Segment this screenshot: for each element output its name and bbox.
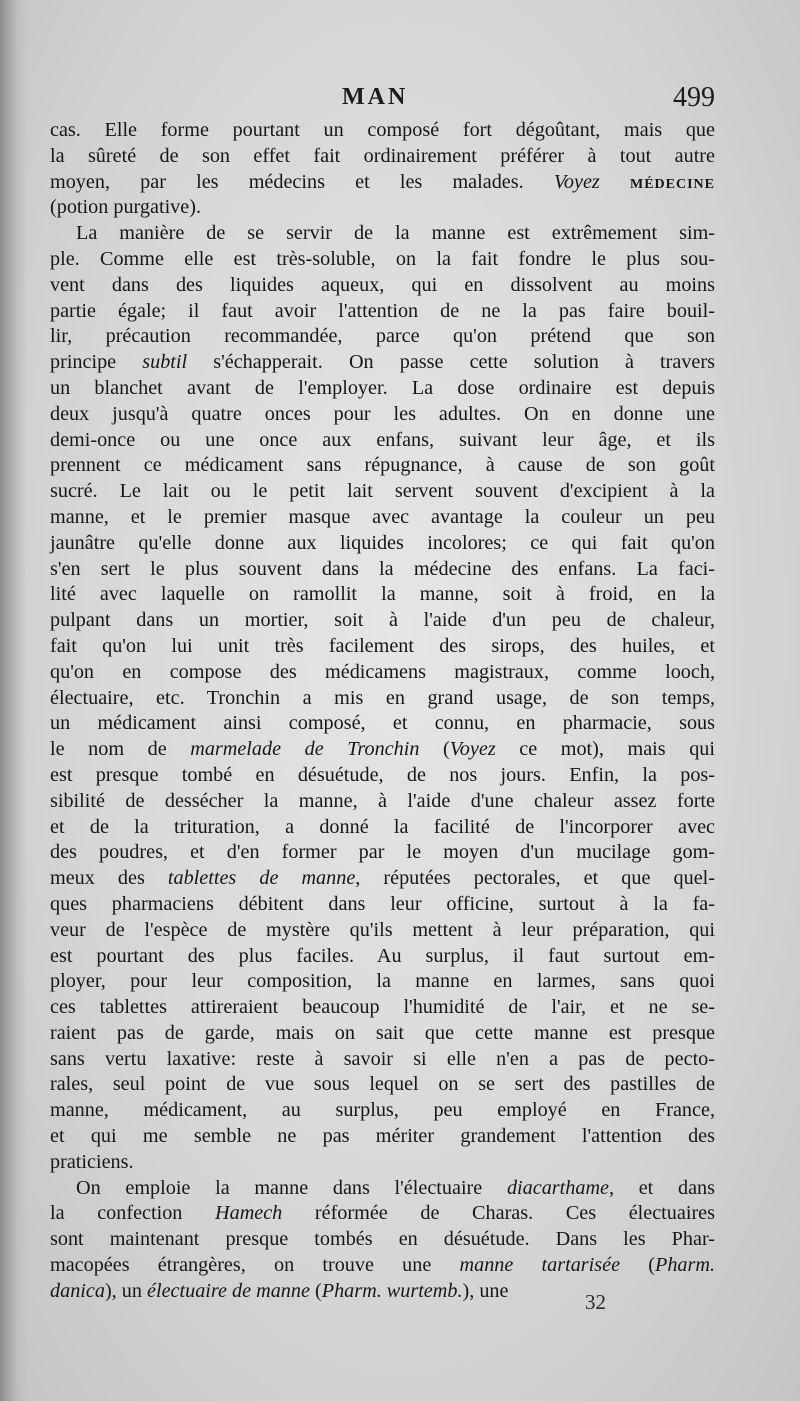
italic-text: diacarthame	[506, 1176, 609, 1199]
italic-text: Voyez	[553, 170, 600, 193]
italic-text: tablettes de manne	[167, 867, 356, 890]
text-line: et de la trituration, a donné la facilité de l'incorporer avec	[50, 815, 715, 838]
italic-text: danica	[50, 1279, 105, 1302]
text-line: sans vertu laxative: reste à savoir si elle n'en a pas de pecto-	[50, 1047, 715, 1070]
text-line: un médicament ainsi composé, et connu, en pharmacie, sous	[50, 712, 715, 735]
text-line: lité avec laquelle on ramollit la manne, soit à froid, en la	[50, 583, 715, 606]
text-line: principe subtil s'échapperait. On passe cette solution à travers	[50, 351, 715, 374]
page-number: 499	[673, 82, 715, 113]
text-line: deux jusqu'à quatre onces pour les adultes. On en donne une	[50, 402, 715, 425]
text-line: et qui me semble ne pas mériter grandement l'attention des	[50, 1125, 715, 1148]
text-line: lir, précaution recommandée, parce qu'on prétend que son	[50, 325, 715, 348]
text-line: manne, et le premier masque avec avantage la couleur un peu	[50, 505, 715, 528]
page-header	[50, 84, 715, 120]
italic-text: Hamech	[215, 1202, 283, 1225]
text-line: sibilité de dessécher la manne, à l'aide d'une chaleur assez forte	[50, 789, 715, 812]
italic-text: Voyez	[449, 738, 496, 761]
text-line: ployer, pour leur composition, la manne en larmes, sans quoi	[50, 970, 715, 993]
text-line: des poudres, et d'en former par le moyen d'un mucilage gom-	[50, 841, 715, 864]
text-line: On emploie la manne dans l'électuaire diacarthame, et dans	[76, 1176, 715, 1199]
italic-text: marmelade de Tronchin	[190, 738, 420, 761]
italic-text: Pharm.	[654, 1254, 715, 1277]
text-line: vent dans des liquides aqueux, qui en dissolvent au moins	[50, 273, 715, 296]
text-line: danica), un électuaire de manne (Pharm. wurtemb.), une	[50, 1279, 509, 1302]
text-line: prennent ce médicament sans répugnance, à cause de son goût	[50, 454, 715, 477]
text-line: veur de l'espèce de mystère qu'ils mettent à leur préparation, qui	[50, 918, 715, 941]
text-line: pulpant dans un mortier, soit à l'aide d'un peu de chaleur,	[50, 609, 715, 632]
text-line: le nom de marmelade de Tronchin (Voyez ce mot), mais qui	[50, 738, 715, 761]
text-line: la sûreté de son effet fait ordinairement préférer à tout autre	[50, 144, 715, 167]
page-gutter-shadow	[0, 0, 28, 1401]
text-line: qu'on en compose des médicamens magistraux, comme looch,	[50, 660, 715, 683]
text-line: sucré. Le lait ou le petit lait servent souvent d'excipient à la	[50, 480, 715, 503]
body-text	[50, 118, 715, 1305]
text-line: praticiens.	[50, 1150, 134, 1173]
text-line: ques pharmaciens débitent dans leur officine, surtout à la fa-	[50, 892, 715, 915]
text-line: demi-once ou une once aux enfans, suivant leur âge, et ils	[50, 428, 715, 451]
italic-text: subtil	[142, 351, 188, 374]
text-line: la confection Hamech réformée de Charas. Ces électuaires	[50, 1202, 715, 1225]
small-caps-reference: MÉDECINE	[629, 176, 715, 192]
text-line: La manière de se servir de la manne est extrêmement sim-	[76, 222, 715, 245]
italic-text: électuaire de manne	[147, 1279, 310, 1302]
text-line: jaunâtre qu'elle donne aux liquides incolores; ce qui fait qu'on	[50, 531, 715, 554]
italic-text: manne tartarisée	[459, 1254, 621, 1277]
text-line: rales, seul point de vue sous lequel on se sert des pastilles de	[50, 1073, 715, 1096]
text-line: s'en sert le plus souvent dans la médecine des enfans. La faci-	[50, 557, 715, 580]
text-line: raient pas de garde, mais on sait que cette manne est presque	[50, 1021, 715, 1044]
text-line: ces tablettes attireraient beaucoup l'humidité de l'air, et ne se-	[50, 996, 715, 1019]
text-line: électuaire, etc. Tronchin a mis en grand usage, de son temps,	[50, 686, 715, 709]
text-line: meux des tablettes de manne, réputées pectorales, et que quel-	[50, 867, 715, 890]
text-line: sont maintenant presque tombés en désuétude. Dans les Phar-	[50, 1228, 715, 1251]
italic-text: Pharm. wurtemb.	[321, 1279, 463, 1302]
text-line: manne, médicament, au surplus, peu employé en France,	[50, 1099, 715, 1122]
text-line: (potion purgative).	[50, 196, 202, 219]
text-line: macopées étrangères, on trouve une manne tartarisée (Pharm.	[50, 1254, 715, 1277]
running-head: MAN	[342, 84, 409, 110]
text-line: cas. Elle forme pourtant un composé fort dégoûtant, mais que	[50, 119, 715, 141]
text-line: partie égale; il faut avoir l'attention de ne la pas faire bouil-	[50, 299, 715, 322]
text-line: fait qu'on lui unit très facilement des sirops, des huiles, et	[50, 634, 715, 657]
text-line: ple. Comme elle est très-soluble, on la fait fondre le plus sou-	[50, 247, 715, 270]
text-line: est pourtant des plus faciles. Au surplus, il faut surtout em-	[50, 944, 715, 967]
text-line: est presque tombé en désuétude, de nos jours. Enfin, la pos-	[50, 763, 715, 786]
signature-mark: 32	[585, 1290, 606, 1314]
text-line: moyen, par les médecins et les malades. Voyez MÉDECINE	[50, 170, 715, 193]
text-line: un blanchet avant de l'employer. La dose ordinaire est depuis	[50, 376, 715, 399]
